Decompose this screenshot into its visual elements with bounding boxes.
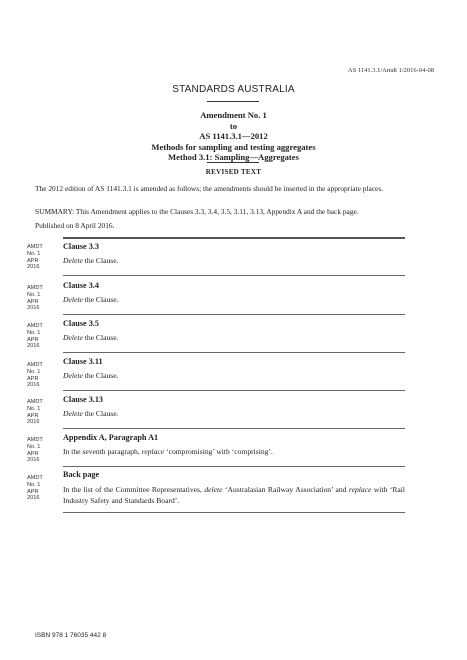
section-title: Clause 3.13: [63, 395, 104, 404]
section-body: Delete the Clause.: [63, 295, 119, 304]
revised-text-heading: REVISED TEXT: [205, 168, 262, 176]
section-rule: [63, 390, 405, 391]
standard-title-line2: Method 3.1: Sampling—Aggregates: [168, 152, 299, 163]
section-body: Delete the Clause.: [63, 256, 119, 265]
section-rule: [63, 428, 405, 429]
amendment-margin-note: AMDT No. 1 APR 2016: [27, 437, 43, 464]
section-title: Clause 3.5: [63, 319, 99, 328]
section-rule: [63, 314, 405, 315]
amendment-margin-note: AMDT No. 1 APR 2016: [27, 285, 43, 312]
section-rule: [63, 275, 405, 276]
amendment-margin-note: AMDT No. 1 APR 2016: [27, 244, 43, 271]
section-title: Back page: [63, 470, 100, 479]
intro-edition: The 2012 edition of AS 1141.3.1 is amended as follows; the amendments should be inserted in the appropriate places.: [35, 184, 384, 193]
organization-title: STANDARDS AUSTRALIA: [172, 84, 295, 95]
section-body: In the list of the Committee Representatives, delete ‘Australasian Railway Association’ and replace with ‘Rail Industry Safety and Standards Board’.: [63, 485, 406, 505]
section-body: In the seventh paragraph, replace ‘compromising’ with ‘comprising’.: [63, 447, 273, 456]
section-title: Clause 3.11: [63, 357, 103, 366]
title-divider-bottom: [207, 162, 259, 163]
amendment-to: to: [229, 120, 238, 131]
section-rule: [63, 512, 405, 513]
section-title: Clause 3.3: [63, 242, 99, 251]
section-title: Clause 3.4: [63, 281, 99, 290]
section-body: Delete the Clause.: [63, 333, 119, 342]
amendment-margin-note: AMDT No. 1 APR 2016: [27, 475, 43, 502]
title-divider-top: [207, 101, 259, 102]
amendment-margin-note: AMDT No. 1 APR 2016: [27, 362, 43, 389]
section-body: Delete the Clause.: [63, 371, 119, 380]
standard-number: AS 1141.3.1—2012: [199, 131, 268, 142]
amendment-margin-note: AMDT No. 1 APR 2016: [27, 323, 43, 350]
section-rule: [63, 466, 405, 467]
isbn: ISBN 978 1 76035 442 8: [35, 632, 107, 639]
amendment-margin-note: AMDT No. 1 APR 2016: [27, 399, 43, 426]
section-body: Delete the Clause.: [63, 409, 119, 418]
intro-published: Published on 8 April 2016.: [35, 221, 115, 230]
document-reference: AS 1141.3.1/Amdt 1/2016-04-08: [347, 67, 434, 74]
intro-summary: SUMMARY: This Amendment applies to the Clauses 3.3, 3.4, 3.5, 3.11, 3.13, Appendix A and the back page.: [35, 207, 359, 216]
amendment-title-block: [0, 110, 467, 163]
amendment-number: Amendment No. 1: [200, 110, 267, 120]
section-title: Appendix A, Paragraph A1: [63, 433, 159, 442]
section-rule: [63, 352, 405, 353]
section-rule-heavy: [63, 237, 405, 239]
standard-title-line1: Methods for sampling and testing aggregates: [151, 141, 316, 152]
